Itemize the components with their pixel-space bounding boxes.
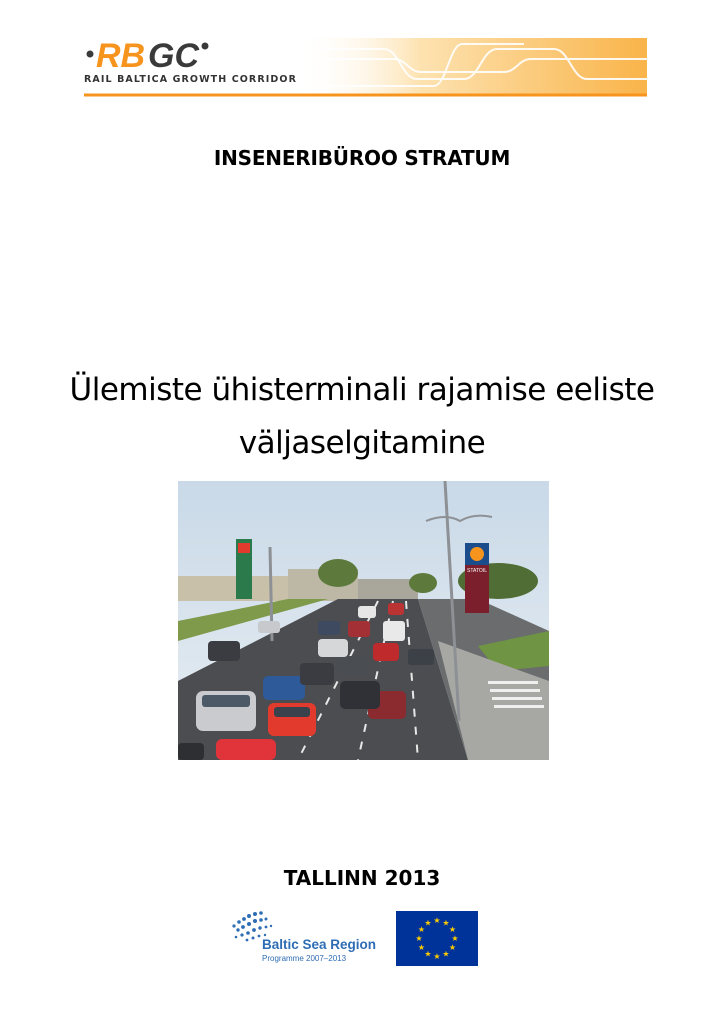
svg-text:★: ★ [448,943,457,952]
eu-flag-icon [396,911,478,966]
place-year: TALLINN 2013 [283,866,441,890]
svg-text:GC: GC [148,37,199,75]
svg-text:★: ★ [424,949,432,959]
svg-text:★: ★ [433,916,441,925]
rbgc-logo-text: RB [96,37,146,75]
svg-text:★: ★ [417,925,426,934]
svg-text:★: ★ [448,925,457,934]
svg-text:★: ★ [424,918,432,928]
svg-text:★: ★ [442,918,450,928]
svg-text:★: ★ [415,934,423,943]
svg-text:★: ★ [433,952,441,961]
bsr-name: Baltic Sea Region [262,937,377,952]
baltic-sea-region-logo [228,906,380,968]
svg-text:★: ★ [417,943,426,952]
organization-name: INSENERIBÜROO STRATUM [213,146,511,170]
rbgc-logo-subtitle: RAIL BALTICA GROWTH CORRIDOR [84,74,297,85]
document-title-line1: Ülemiste ühisterminali rajamise eeliste [69,372,655,408]
document-title-line2: väljaselgitamine [238,425,486,461]
svg-text:★: ★ [451,934,459,943]
statoil-sign-label: STATOIL [466,568,488,574]
svg-text:★: ★ [442,949,450,959]
bsr-programme: Programme 2007–2013 [262,954,347,963]
traffic-photo [178,481,549,760]
